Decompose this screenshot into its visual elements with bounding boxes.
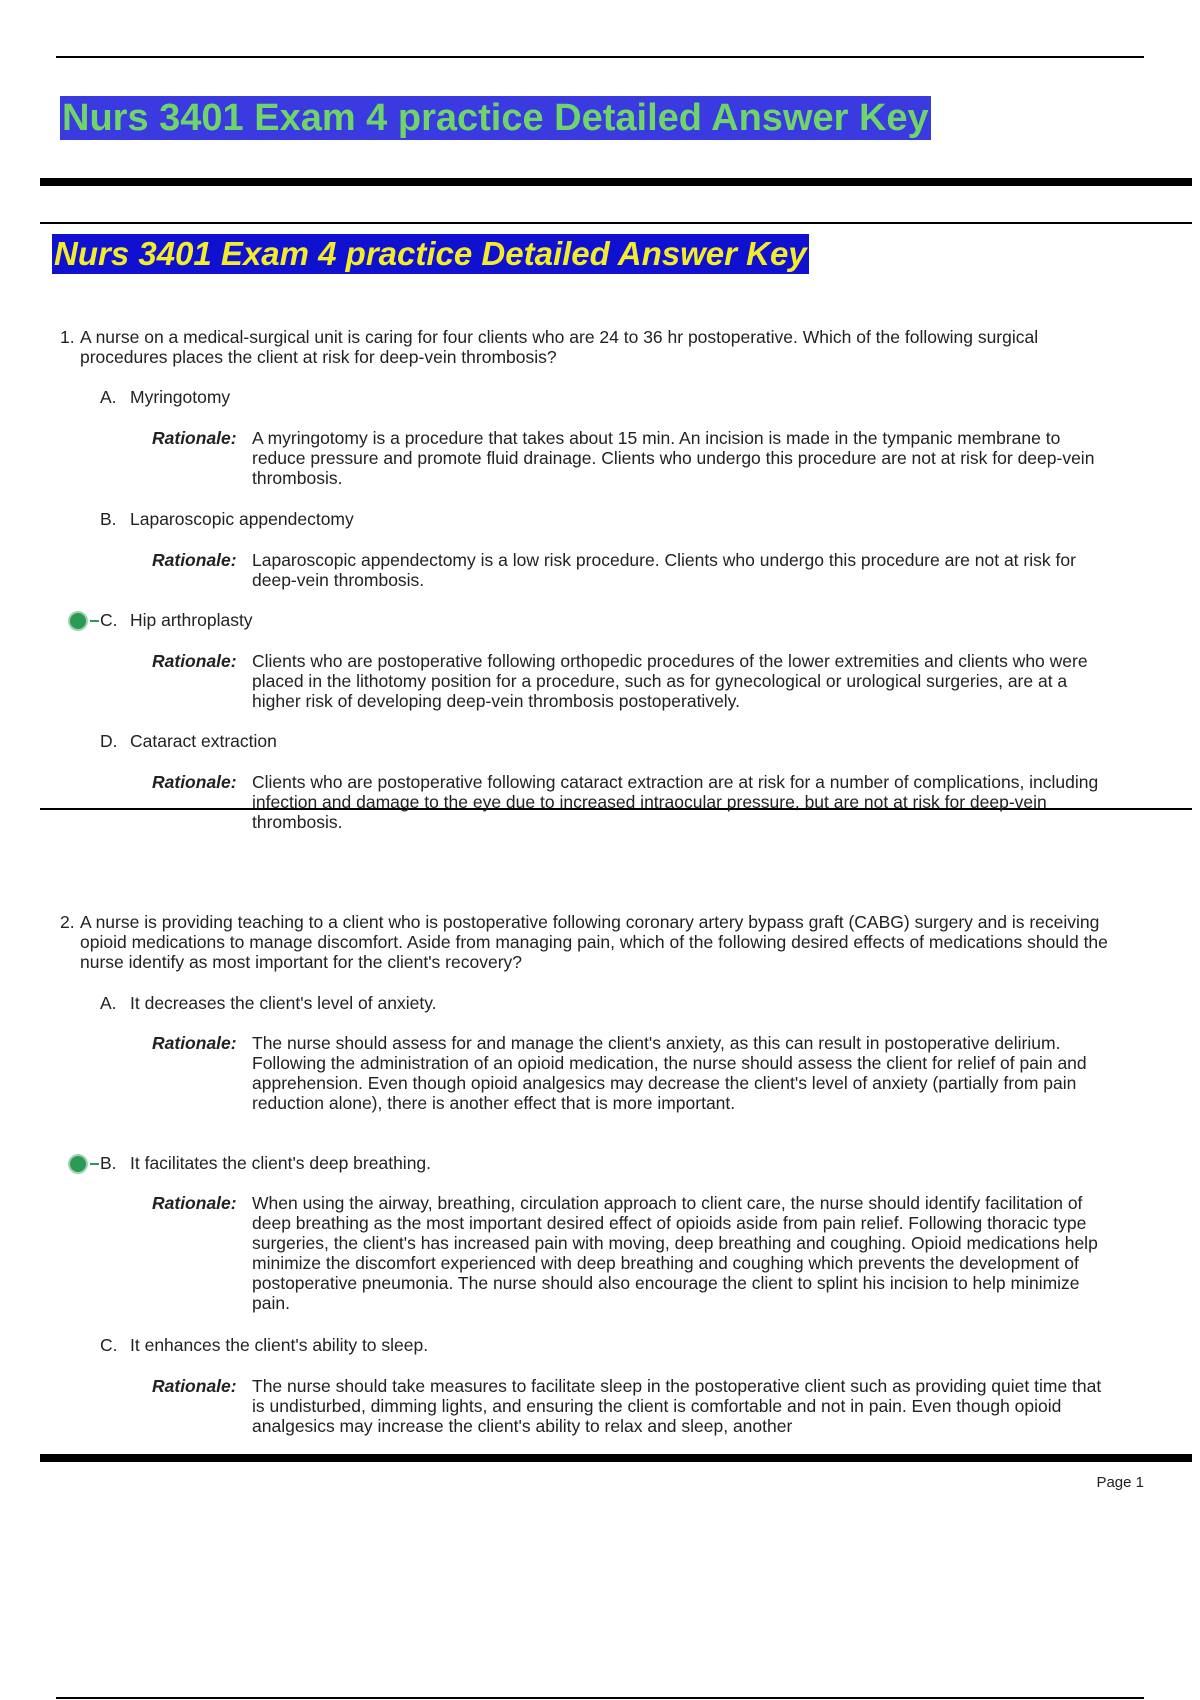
rationale-label: Rationale:: [152, 1033, 237, 1053]
rationale-text: Laparoscopic appendectomy is a low risk procedure. Clients who undergo this procedure are not at risk for deep-vein thrombosis.: [252, 550, 1076, 590]
rationale-text: Clients who are postoperative following orthopedic procedures of the lower extremities and clients who were placed in the lithotomy position for a procedure, such as for gynecological or urological surgeries, are at a higher risk of developing deep-vein thrombosis postoperatively.: [252, 651, 1088, 711]
rationale-2a: [152, 1033, 1112, 1113]
option-text: Myringotomy: [130, 387, 231, 407]
rationale-text: Clients who are postoperative following cataract extraction are at risk for a number of complications, including infection and damage to the eye due to increased intraocular pressure, but are not at risk for deep-vein thrombosis.: [252, 772, 1099, 832]
option-2b: [100, 1153, 431, 1173]
question-2-stem: [60, 912, 1120, 972]
option-text: It enhances the client's ability to sleep.: [130, 1335, 429, 1355]
correct-answer-marker-tick: [90, 620, 99, 622]
option-1d: [100, 731, 277, 751]
rationale-2b: [152, 1193, 1112, 1313]
question-text: A nurse on a medical-surgical unit is caring for four clients who are 24 to 36 hr postoperative. Which of the following surgical procedures places the client at risk for deep-vein thrombosis?: [80, 327, 1039, 367]
rationale-text: The nurse should take measures to facilitate sleep in the postoperative client such as providing quiet time that is undisturbed, dimming lights, and ensuring the client is comfortable and not in pain. Even though opioid analgesics may increase the client's ability to relax and sleep, another: [252, 1376, 1102, 1436]
rationale-1a: [152, 428, 1112, 488]
option-letter: A.: [100, 387, 117, 407]
rationale-label: Rationale:: [152, 1193, 237, 1213]
question-text: A nurse is providing teaching to a client who is postoperative following coronary artery bypass graft (CABG) surgery and is receiving opioid medications to manage discomfort. Aside from managing pain, which of the following desired effects of medications should the nurse identify as most important for the client's recovery?: [80, 912, 1108, 972]
rationale-1d: [152, 772, 1112, 832]
rationale-text: A myringotomy is a procedure that takes about 15 min. An incision is made in the tympanic membrane to reduce pressure and promote fluid drainage. Clients who undergo this procedure are not at risk for deep-vein thrombosis.: [252, 428, 1095, 488]
rationale-text: When using the airway, breathing, circulation approach to client care, the nurse should identify facilitation of deep breathing as the most important desired effect of opioids aside from pain relief. Following thoracic type surgeries, the client's has increased pain with moving, deep breathing and coughing. Opioid medications help minimize the discomfort experienced with deep breathing and coughing which prevents the development of postoperative pneumonia. The nurse should also encourage the client to splint his incision to help minimize pain.: [252, 1193, 1098, 1313]
option-text: Hip arthroplasty: [130, 610, 253, 630]
option-letter: B.: [100, 509, 117, 529]
correct-answer-marker-icon: [68, 611, 88, 631]
rationale-label: Rationale:: [152, 1376, 237, 1396]
document-title-primary: Nurs 3401 Exam 4 practice Detailed Answer Key: [62, 97, 929, 139]
option-2c: [100, 1335, 428, 1355]
option-1a: [100, 387, 230, 407]
section-rule: [40, 222, 1192, 224]
option-text: It facilitates the client's deep breathing.: [130, 1153, 432, 1173]
option-letter: D.: [100, 731, 118, 751]
correct-answer-marker-tick: [90, 1163, 99, 1165]
option-text: Cataract extraction: [130, 731, 277, 751]
option-letter: C.: [100, 610, 118, 630]
rationale-label: Rationale:: [152, 772, 237, 792]
question-1-stem: [60, 327, 1120, 367]
correct-answer-marker-icon: [68, 1154, 88, 1174]
option-text: Laparoscopic appendectomy: [130, 509, 354, 529]
option-letter: A.: [100, 993, 117, 1013]
question-number: 1.: [60, 327, 75, 347]
option-letter: B.: [100, 1153, 117, 1173]
option-1c: [100, 610, 253, 630]
rationale-1b: [152, 550, 1112, 590]
option-letter: C.: [100, 1335, 118, 1355]
footer-thick-rule: [40, 1454, 1192, 1462]
header-thick-rule: [40, 178, 1192, 186]
top-rule: [56, 56, 1144, 58]
document-title-secondary: Nurs 3401 Exam 4 practice Detailed Answer Key: [54, 235, 807, 272]
rationale-label: Rationale:: [152, 550, 237, 570]
rationale-text: The nurse should assess for and manage the client's anxiety, as this can result in postoperative delirium. Following the administration of an opioid medication, the nurse should assess the client for relief of pain and apprehension. Even though opioid analgesics may decrease the client's level of anxiety (partially from pain reduction alone), there is another effect that is more important.: [252, 1033, 1087, 1113]
bottom-rule: [56, 1697, 1144, 1699]
option-1b: [100, 509, 354, 529]
rationale-label: Rationale:: [152, 428, 237, 448]
option-2a: [100, 993, 437, 1013]
rationale-label: Rationale:: [152, 651, 237, 671]
rationale-2c: [152, 1376, 1112, 1436]
rationale-1c: [152, 651, 1112, 711]
option-text: It decreases the client's level of anxiety.: [130, 993, 437, 1013]
question-number: 2.: [60, 912, 75, 932]
page-number: Page 1: [1096, 1474, 1144, 1491]
